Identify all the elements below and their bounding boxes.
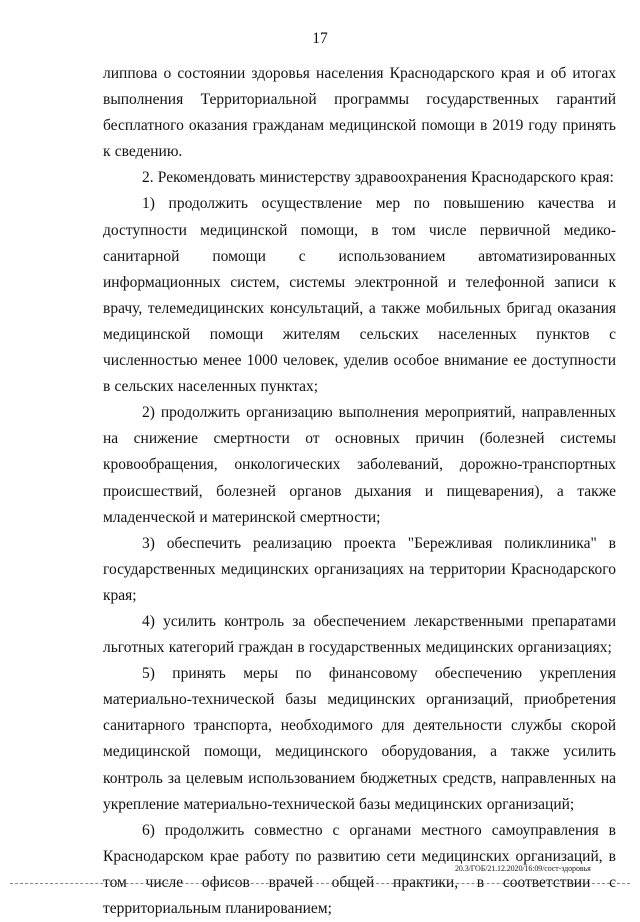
list-item: 1) продолжить осуществление мер по повышению качества и доступности медицинской помощи, в том числе первичной медико-санитарной помощи с использованием автоматизированных информационных систем, системы электронной и телефонной записи к врачу, телемедицинских консультаций, а также мобильных бригад оказания медицинской помощи жителям сельских населенных пунктов с численностью менее 1000 человек, уделив особое внимание ее доступности в сельских населенных пунктах; [103, 195, 616, 396]
list-item: 4) усилить контроль за обеспечением лекарственными препаратами льготных категорий граждан в государственных медицинских организациях; [103, 612, 616, 657]
bottom-divider [10, 883, 630, 884]
list-item: 3) обеспечить реализацию проекта "Бережливая поликлиника" в государственных медицинских организациях на территории Краснодарского края; [103, 534, 616, 604]
list-item: 6) продолжить совместно с органами местного самоуправления в Краснодарском крае работу по развитию сети медицинских организаций, в том числе офисов врачей общей практики, в соответствии с территориальным планированием; [103, 821, 616, 917]
list-item: 5) принять меры по финансовому обеспечению укрепления материально-технической базы медицинских организаций, приобретения санитарного транспорта, необходимого для деятельности службы скорой медицинской помощи, медицинского оборудования, а также усилить контроль за целевым использованием бюджетных средств, направленных на укрепление материально-технической базы медицинских организаций; [103, 665, 616, 813]
paragraph-recommendation: 2. Рекомендовать министерству здравоохранения Краснодарского края: [142, 169, 614, 187]
list-item: 2) продолжить организацию выполнения мероприятий, направленных на снижение смертности от основных причин (болезней системы кровообращения, онкологических заболеваний, дорожно-транспортных происшествий, болезней органов дыхания и пищеварения), а также младенческой и материнской смертности; [103, 404, 616, 526]
footer-document-code: 20.3/ГОБ/21.12.2020/16:09/сост-здоровья [455, 864, 591, 873]
document-body [103, 61, 616, 922]
page-number: 17 [312, 30, 328, 47]
paragraph-continuation: липпова о состоянии здоровья населения Краснодарского края и об итогах выполнения Территориальной программы государственных гарантий бесплатного оказания гражданам медицинской помощи в 2019 году принять к сведению. [103, 65, 616, 161]
